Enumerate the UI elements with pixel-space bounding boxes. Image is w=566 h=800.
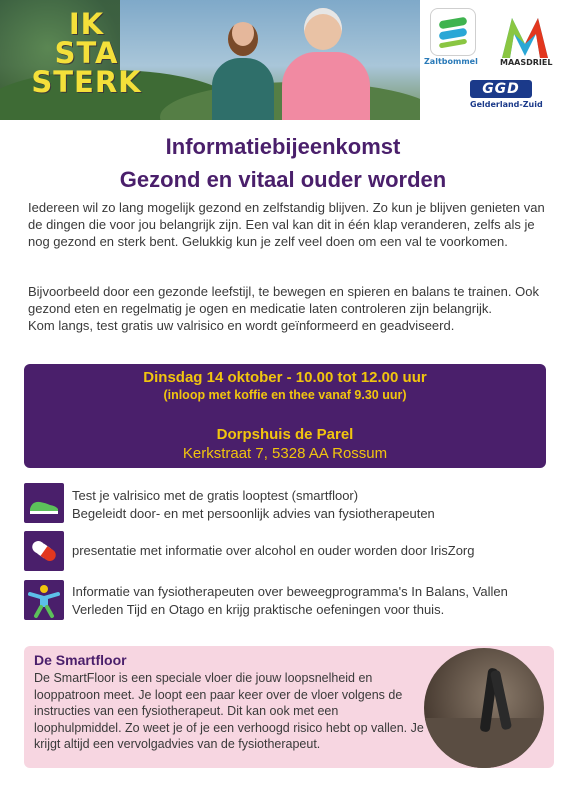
feature-line: Verleden Tijd en Otago en krijg praktische oefeningen voor thuis. [72, 602, 445, 617]
feature-line: presentatie met informatie over alcohol en ouder worden door IrisZorg [72, 543, 475, 558]
ggd-region-text: Gelderland-Zuid [470, 100, 543, 109]
header-banner [0, 0, 566, 120]
event-address: Kerkstraat 7, 5328 AA Rossum [182, 445, 388, 462]
maasdriel-logo-text: MAASDRIEL [500, 58, 553, 67]
feature-line: Test je valrisico met de gratis looptest (smartfloor) [72, 488, 359, 503]
slogan [14, 7, 159, 99]
pill-icon [24, 531, 64, 571]
smartfloor-title: De Smartfloor [34, 652, 127, 668]
woman-photo [212, 22, 274, 120]
exercise-person-icon [24, 580, 64, 620]
logo-panel [420, 0, 566, 120]
slogan-line: STERK [31, 65, 142, 99]
event-date-time: Dinsdag 14 oktober - 10.00 tot 12.00 uur [143, 369, 427, 386]
event-walk-in: (inloop met koffie en thee vanaf 9.30 uur) [163, 388, 407, 402]
zaltbommel-logo [430, 8, 476, 56]
feature-item [72, 542, 552, 560]
intro-paragraph-2 [28, 283, 548, 334]
feature-item [72, 487, 552, 523]
feature-line: Begeleidt door- en met persoonlijk advies van fysiotherapeuten [72, 506, 435, 521]
feature-item [72, 583, 552, 619]
smartfloor-photo [424, 648, 544, 768]
shoe-icon [24, 483, 64, 523]
feature-line: Informatie van fysiotherapeuten over beweegprogramma's In Balans, Vallen [72, 584, 508, 599]
page-title: Informatiebijeenkomst [165, 134, 401, 159]
event-venue: Dorpshuis de Parel [216, 426, 354, 443]
event-details-box [24, 364, 546, 468]
zaltbommel-logo-text: Zaltbommel [424, 57, 478, 66]
slogan-line: IK [68, 7, 105, 41]
page-subtitle: Gezond en vitaal ouder worden [119, 167, 447, 192]
ggd-logo: GGD [470, 80, 532, 98]
intro-text: Bijvoorbeeld door een gezonde leefstijl, te bewegen en spieren en balans te trainen. Ook gezond eten en regelmatig je ogen en medicatie laten controleren zijn belangrijk. [28, 284, 539, 316]
intro-call-to-action: Kom langs, test gratis uw valrisico en wordt geïnformeerd en geadviseerd. [28, 318, 455, 333]
slogan-line: STA [54, 36, 119, 70]
intro-paragraph: Iedereen wil zo lang mogelijk gezond en zelfstandig blijven. Zo kun je blijven genieten van de dingen die voor jou belangrijk zijn. Een val kan dit in één klap veranderen, zelfs als je nog gezond en sterk bent. Gelukkig kun je zelf veel doen om een val te voorkomen. [28, 200, 545, 249]
smartfloor-text: De SmartFloor is een speciale vloer die jouw loopsnelheid en looppatroon meet. Je loopt een paar keer over de vloer volgens de instructies van een fysiotherapeut. Dit kan ook met een loophulpmiddel. Zo weet je of je een verhoogd risico hebt op vallen. Je krijgt altijd een vervolgadvies van de fysiotherapeut. [34, 671, 424, 751]
maasdriel-logo [502, 18, 548, 58]
man-photo [282, 8, 370, 120]
